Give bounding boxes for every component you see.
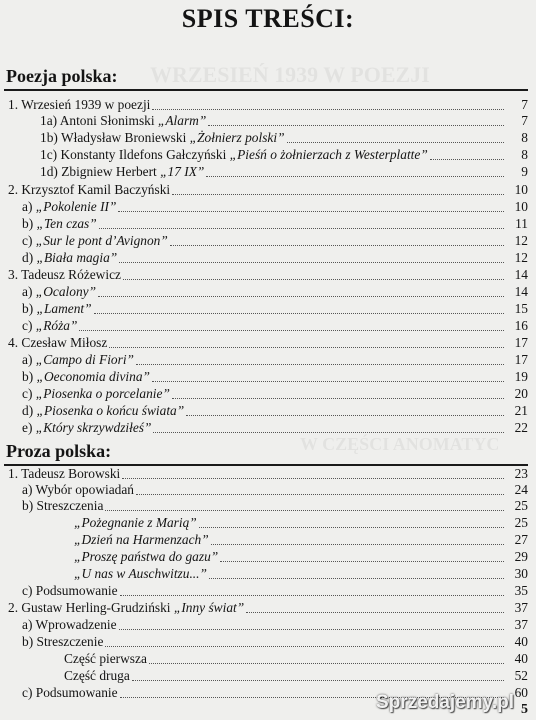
- toc-entry-label: [8, 335, 107, 351]
- dot-leader: [136, 364, 504, 365]
- toc-page-number: 12: [514, 250, 528, 265]
- toc-entry-text: a): [22, 199, 36, 214]
- toc-entry-text: 1b) Władysław Broniewski: [40, 130, 190, 145]
- toc-entry: [0, 513, 536, 531]
- toc-entry-title: „Sur le pont d’Avignon”: [35, 233, 168, 248]
- toc-page-number: 37: [514, 617, 528, 632]
- toc-page-number: 23: [514, 466, 528, 481]
- toc-entry-title: „Proszę państwa do gazu”: [74, 549, 219, 564]
- toc-entry: [0, 547, 536, 565]
- dot-leader: [170, 245, 504, 246]
- toc-entry-text: c): [22, 386, 36, 401]
- toc-page-number: 35: [514, 583, 528, 598]
- dot-leader: [105, 510, 504, 511]
- toc-entry-text: b): [22, 216, 37, 231]
- toc-entry-text: c) Podsumowanie: [22, 685, 118, 700]
- dot-leader: [120, 595, 504, 596]
- toc-entry: [0, 401, 536, 419]
- dot-leader: [246, 612, 504, 613]
- toc-page-number: 25: [514, 498, 528, 513]
- toc-entry-text: 1. Wrzesień 1939 w poezji: [8, 97, 151, 112]
- dot-leader: [206, 176, 504, 177]
- toc-entry: [0, 496, 536, 514]
- toc-entry-label: [22, 250, 117, 266]
- toc-entry-label: [22, 216, 97, 232]
- toc-page-number: 60: [514, 685, 528, 700]
- dot-leader: [98, 296, 504, 297]
- toc-entry-title: „Dzień na Harmenzach”: [74, 532, 209, 547]
- toc-entry-title: „Ten czas”: [36, 216, 97, 231]
- dot-leader: [99, 228, 504, 229]
- toc-entry: [0, 111, 536, 129]
- toc-entry: [0, 384, 536, 402]
- toc-entry: [0, 265, 536, 283]
- toc-page-number: 15: [514, 301, 528, 316]
- toc-entry-label: [74, 532, 209, 548]
- page-title: SPIS TREŚCI:: [181, 4, 355, 33]
- toc-entry-label: [22, 420, 151, 436]
- toc-entry: [0, 299, 536, 317]
- toc-entry: [0, 632, 536, 650]
- toc-entry-label: [22, 369, 150, 385]
- dot-leader: [430, 159, 504, 160]
- toc-entry-title: „17 IX”: [160, 164, 205, 179]
- toc-page-number: 8: [521, 147, 528, 162]
- toc-entry-label: [8, 267, 121, 283]
- toc-entry-text: Część druga: [64, 668, 130, 683]
- toc-page-number: 10: [514, 182, 528, 197]
- toc-page-number: 21: [514, 403, 528, 418]
- toc-entry: [0, 333, 536, 351]
- toc-entry-text: Część pierwsza: [64, 651, 147, 666]
- show-through-text: WRZESIEŃ 1939 W POEZJI: [150, 62, 430, 87]
- toc-entry-text: d): [22, 403, 37, 418]
- toc-page-number: 27: [514, 532, 528, 547]
- toc-entry: [0, 615, 536, 633]
- toc-entry-label: [40, 130, 285, 146]
- toc-entry-label: [22, 301, 92, 317]
- dot-leader: [119, 262, 504, 263]
- toc-entry-title: „Piosenka o końcu świata”: [36, 403, 185, 418]
- dot-leader: [136, 494, 504, 495]
- toc-entry-label: [22, 352, 134, 368]
- toc-entry-title: „Alarm”: [157, 113, 207, 128]
- dot-leader: [220, 561, 504, 562]
- toc-entry: [0, 666, 536, 684]
- toc-page-number: 10: [514, 199, 528, 214]
- section-divider: [4, 89, 528, 91]
- toc-page-number: 17: [514, 335, 528, 350]
- toc-page-number: 8: [521, 130, 528, 145]
- toc-entry-text: a): [22, 352, 36, 367]
- toc-entry-text: a) Wybór opowiadań: [22, 482, 134, 497]
- toc-entry-title: „Ocalony”: [35, 284, 97, 299]
- toc-entry-text: 2. Gustaw Herling-Grudziński: [8, 600, 174, 615]
- toc-entry-text: 1. Tadeusz Borowski: [8, 466, 121, 481]
- dot-leader: [186, 415, 504, 416]
- toc-entry-label: [8, 182, 170, 198]
- toc-entry-title: „Żołnierz polski”: [189, 130, 285, 145]
- toc-entry-text: a): [22, 284, 36, 299]
- toc-entry: [0, 649, 536, 667]
- toc-entry-text: a) Wprowadzenie: [22, 617, 117, 632]
- toc-page-number: 52: [514, 668, 528, 683]
- toc-page-number: 11: [515, 216, 528, 231]
- dot-leader: [123, 279, 504, 280]
- dot-leader: [153, 432, 504, 433]
- toc-entry: [0, 418, 536, 436]
- toc-entry: [0, 248, 536, 266]
- toc-entry: [0, 367, 536, 385]
- toc-page-number: 20: [514, 386, 528, 401]
- toc-entry: [0, 162, 536, 180]
- dot-leader: [149, 663, 504, 664]
- toc-entry-title: „Campo di Fiori”: [35, 352, 134, 367]
- toc-page-number: 22: [514, 420, 528, 435]
- toc-entry: [0, 128, 536, 146]
- toc-entry-text: b): [22, 301, 37, 316]
- toc-page-number: 37: [514, 600, 528, 615]
- toc-entry-text: 1c) Konstanty Ildefons Gałczyński: [40, 147, 230, 162]
- toc-entry: [0, 231, 536, 249]
- toc-entry-text: c) Podsumowanie: [22, 583, 118, 598]
- toc-entry-text: e): [22, 420, 36, 435]
- toc-page-number: 9: [521, 164, 528, 179]
- dot-leader: [172, 398, 504, 399]
- show-through-text: W CZĘŚCI ANOMATYC: [300, 434, 500, 454]
- toc-page-number: 7: [521, 97, 528, 112]
- toc-entry-label: [22, 498, 103, 514]
- toc-entry-label: [22, 617, 117, 633]
- toc-entry-label: [40, 147, 428, 163]
- toc-entry-label: [74, 515, 197, 531]
- section-heading-poetry: Poezja polska:: [6, 66, 118, 86]
- toc-entry: [0, 598, 536, 616]
- toc-page-number: 17: [514, 352, 528, 367]
- toc-entry-label: [40, 164, 204, 180]
- toc-entry-label: [40, 113, 206, 129]
- toc-entry-title: „Oeconomia divina”: [36, 369, 150, 384]
- toc-entry-label: [22, 634, 103, 650]
- toc-entry: [0, 214, 536, 232]
- toc-entry-label: [22, 199, 116, 215]
- toc-entry-label: [64, 668, 130, 684]
- dot-leader: [172, 194, 504, 195]
- toc-entry-title: „Biała magia”: [36, 250, 118, 265]
- dot-leader: [287, 142, 504, 143]
- toc-entry-text: b) Streszczenie: [22, 634, 104, 649]
- toc-entry: [0, 350, 536, 368]
- dot-leader: [152, 381, 504, 382]
- toc-entry-label: [74, 566, 207, 582]
- section-heading-prose: Proza polska:: [6, 441, 112, 461]
- dot-leader: [132, 680, 504, 681]
- dot-leader: [94, 313, 504, 314]
- toc-page-number: 24: [514, 482, 528, 497]
- toc-entry-label: [22, 583, 118, 599]
- dot-leader: [79, 330, 504, 331]
- toc-entry: [0, 180, 536, 198]
- toc-page-number: 12: [514, 233, 528, 248]
- toc-entry-text: c): [22, 233, 36, 248]
- toc-entry-text: 3. Tadeusz Różewicz: [8, 267, 121, 282]
- toc-entry-text: b): [22, 369, 37, 384]
- toc-entry-label: [74, 549, 218, 565]
- toc-page-number: 40: [514, 634, 528, 649]
- toc-entry-label: [22, 233, 168, 249]
- dot-leader: [209, 578, 504, 579]
- dot-leader: [109, 347, 504, 348]
- toc-entry-title: „Lament”: [36, 301, 92, 316]
- dot-leader: [152, 109, 504, 110]
- toc-entry-title: „Piosenka o porcelanie”: [35, 386, 170, 401]
- dot-leader: [208, 125, 504, 126]
- toc-entry-label: [22, 403, 184, 419]
- toc-entry-title: „U nas w Auschwitzu...”: [74, 566, 207, 581]
- toc-entry-label: [22, 685, 118, 701]
- toc-entry: [0, 530, 536, 548]
- toc-entry-title: „Inny świat”: [173, 600, 245, 615]
- toc-entry-title: „Który skrzywdziłeś”: [35, 420, 152, 435]
- toc-entry-text: 4. Czesław Miłosz: [8, 335, 108, 350]
- dot-leader: [122, 478, 504, 479]
- toc-page-number: 7: [521, 113, 528, 128]
- toc-entry-label: [22, 284, 96, 300]
- toc-entry: [0, 581, 536, 599]
- dot-leader: [118, 211, 504, 212]
- toc-entry-label: [64, 651, 147, 667]
- toc-entry-title: „Róża”: [35, 318, 78, 333]
- toc-entry-text: d): [22, 250, 37, 265]
- toc-page-number: 14: [514, 284, 528, 299]
- toc-entry-text: 1a) Antoni Słonimski: [40, 113, 158, 128]
- toc-entry: [0, 316, 536, 334]
- toc-page-number: 30: [514, 566, 528, 581]
- toc-entry-text: c): [22, 318, 36, 333]
- toc-entry: [0, 564, 536, 582]
- toc-entry-text: b) Streszczenia: [22, 498, 104, 513]
- dot-leader: [119, 629, 504, 630]
- toc-entry-label: [22, 318, 77, 334]
- toc-page-number: 29: [514, 549, 528, 564]
- toc-page-number: 14: [514, 267, 528, 282]
- dot-leader: [105, 646, 504, 647]
- toc-entry: [0, 145, 536, 163]
- toc-entry-title: „Pieśń o żołnierzach z Westerplatte”: [229, 147, 428, 162]
- dot-leader: [199, 527, 504, 528]
- toc-entry-text: 2. Krzysztof Kamil Baczyński: [8, 182, 171, 197]
- toc-entry-title: „Pożegnanie z Marią”: [74, 515, 197, 530]
- dot-leader: [211, 544, 504, 545]
- toc-entry-text: 1d) Zbigniew Herbert: [40, 164, 161, 179]
- toc-page-number: 25: [514, 515, 528, 530]
- toc-entry-label: [8, 600, 244, 616]
- watermark-logo: Sprzedajemy.pl: [376, 692, 514, 713]
- toc-page-number: 19: [514, 369, 528, 384]
- toc-entry-label: [22, 386, 170, 402]
- toc-entry-title: „Pokolenie II”: [35, 199, 117, 214]
- toc-entry: [0, 197, 536, 215]
- toc-page-number: 40: [514, 651, 528, 666]
- toc-entry: [0, 282, 536, 300]
- page-number: 5: [521, 702, 528, 717]
- toc-page-number: 16: [514, 318, 528, 333]
